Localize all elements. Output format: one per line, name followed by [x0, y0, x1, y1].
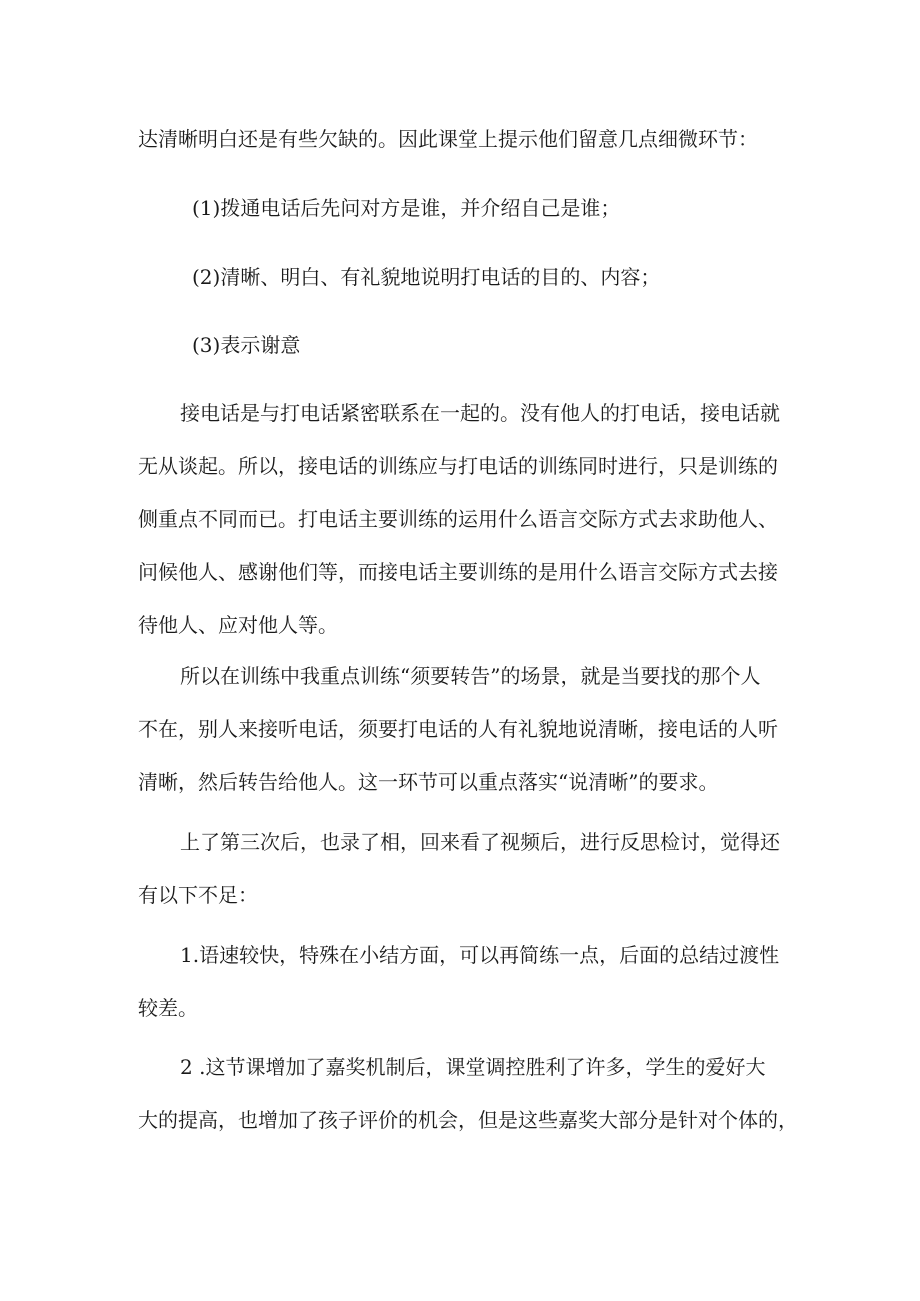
text-line: 2 .这节课增加了嘉奖机制后，课堂调控胜利了许多，学生的爱好大: [180, 1055, 766, 1079]
paragraph-shortcoming-1: [138, 929, 798, 1035]
text-line: 1.语速较快，特殊在小结方面，可以再简练一点，后面的总结过渡性: [180, 943, 780, 967]
text-line: (1)拨通电话后先问对方是谁，并介绍自己是谁；: [192, 196, 621, 220]
text-line: 达清晰明白还是有些欠缺的。因此课堂上提示他们留意几点细微环节：: [138, 127, 758, 151]
text-line: 侧重点不同而已。打电话主要训练的运用什么语言交际方式去求助他人、: [138, 507, 778, 531]
paragraph-shortcoming-2: [138, 1041, 798, 1147]
list-item-2: [192, 251, 852, 304]
text-line: 大的提高，也增加了孩子评价的机会，但是这些嘉奖大部分是针对个体的，: [138, 1108, 798, 1132]
text-line: 接电话是与打电话紧密联系在一起的。没有他人的打电话，接电话就: [180, 401, 780, 425]
text-line: 不在，别人来接听电话，须要打电话的人有礼貌地说清晰，接电话的人听: [138, 717, 778, 741]
paragraph-reflection: [138, 816, 798, 922]
text-line: (2)清晰、明白、有礼貌地说明打电话的目的、内容；: [192, 265, 661, 289]
text-line: 问候他人、感谢他们等，而接电话主要训练的是用什么语言交际方式去接: [138, 560, 778, 584]
text-line: 无从谈起。所以，接电话的训练应与打电话的训练同时进行，只是训练的: [138, 454, 778, 478]
list-item-1: [192, 182, 852, 235]
paragraph-intro: [138, 113, 798, 166]
list-item-3: [192, 319, 852, 372]
text-line: 上了第三次后，也录了相，回来看了视频后，进行反思检讨，觉得还: [180, 830, 780, 854]
paragraph-training-focus: [138, 650, 798, 809]
paragraph-answering-phone: [138, 387, 798, 652]
text-line: 有以下不足：: [138, 883, 258, 907]
text-line: 待他人、应对他人等。: [138, 613, 338, 637]
text-line: 较差。: [138, 996, 198, 1020]
text-line: (3)表示谢意: [192, 333, 301, 357]
text-line: 所以在训练中我重点训练“须要转告”的场景，就是当要找的那个人: [180, 664, 761, 688]
text-line: 清晰，然后转告给他人。这一环节可以重点落实“说清晰”的要求。: [138, 770, 719, 794]
